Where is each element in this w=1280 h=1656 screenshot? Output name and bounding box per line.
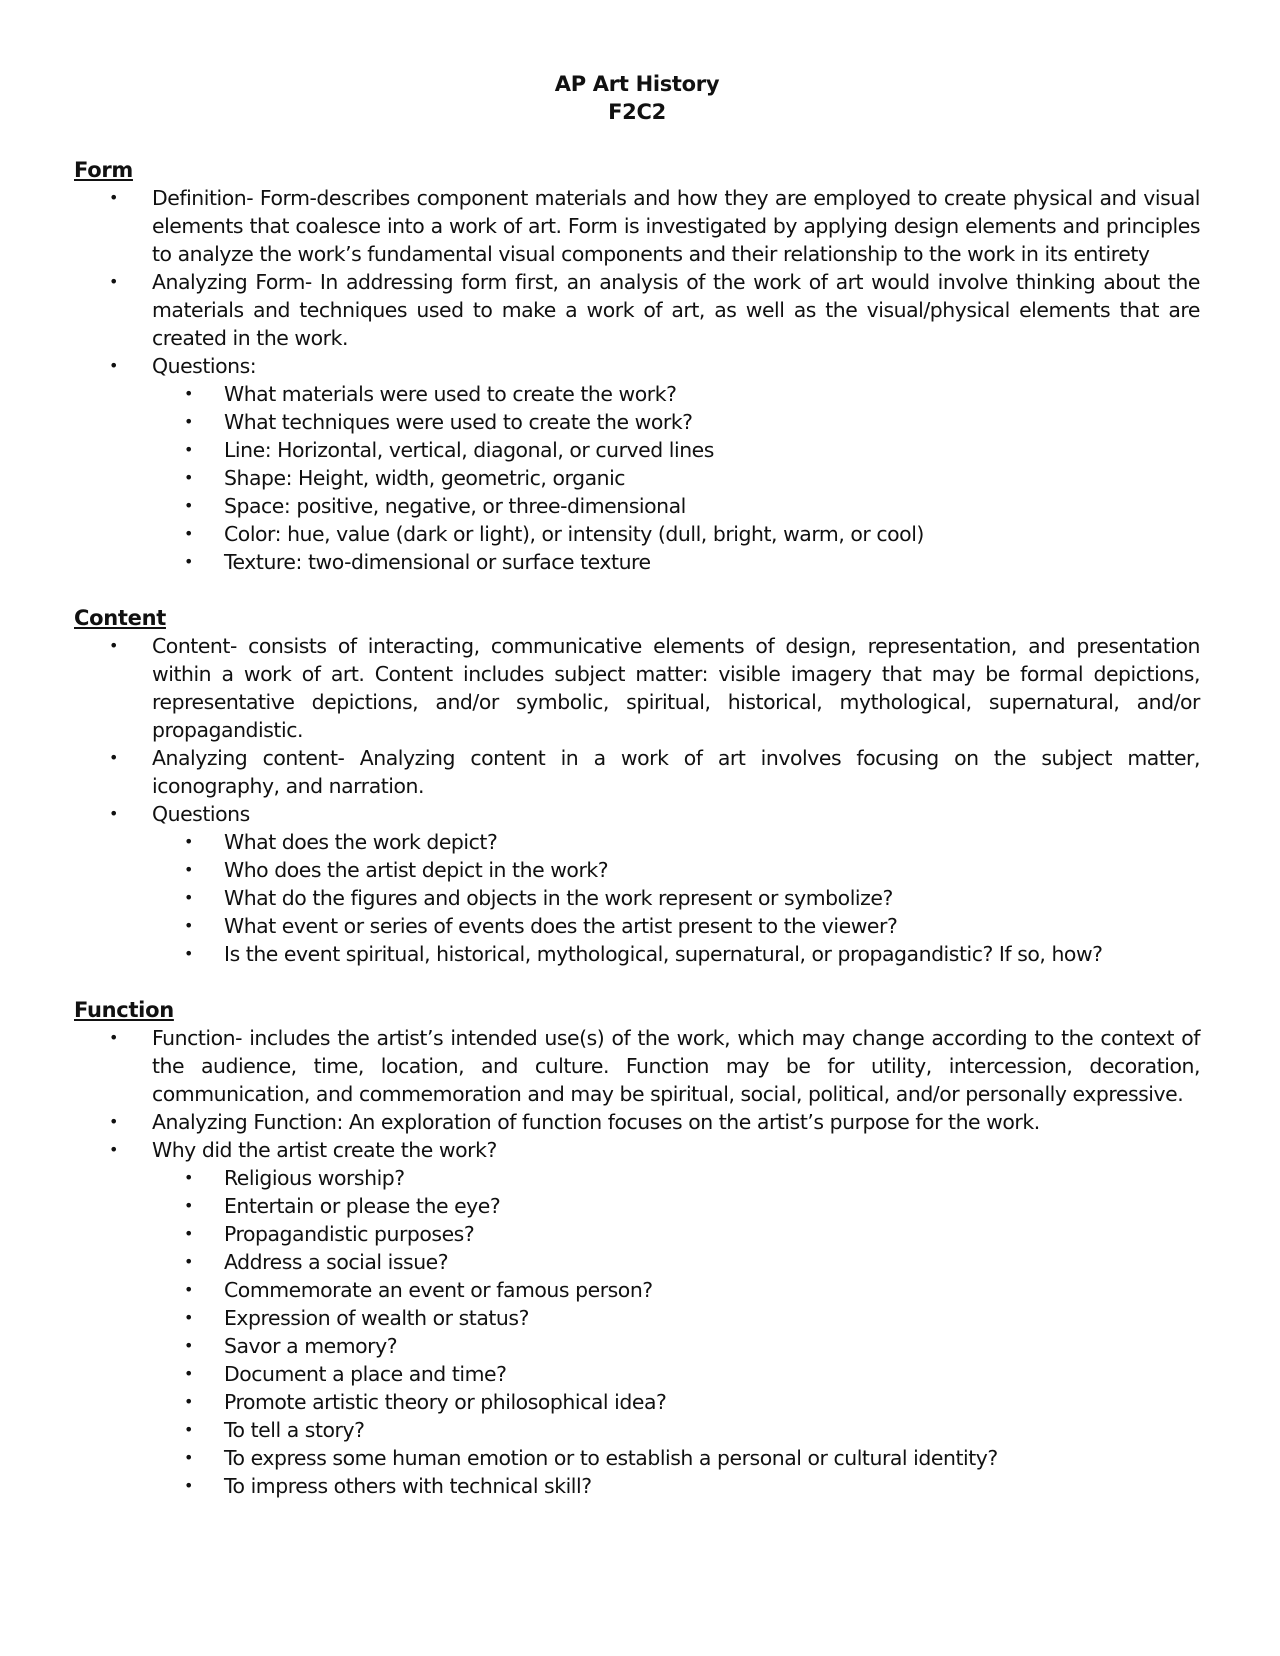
sub-list-item	[74, 1248, 1200, 1276]
section-function	[74, 996, 1200, 1500]
bullet-icon: •	[109, 188, 118, 207]
sub-list-item-text: To impress others with technical skill?	[224, 1474, 592, 1498]
bullet-icon: •	[184, 1336, 193, 1355]
sub-list-item	[74, 1332, 1200, 1360]
list-item	[74, 1108, 1200, 1136]
bullet-icon: •	[184, 384, 193, 403]
sub-list-item-text: Document a place and time?	[224, 1362, 507, 1386]
list-item	[74, 632, 1200, 744]
sub-list-item-text: To express some human emotion or to establish a personal or cultural identity?	[224, 1446, 998, 1470]
bullet-icon: •	[184, 468, 193, 487]
sub-list-item-text: Savor a memory?	[224, 1334, 398, 1358]
sub-list-item-text: Religious worship?	[224, 1166, 405, 1190]
sub-list-item-text: What materials were used to create the work?	[224, 382, 677, 406]
content-bullet-list	[74, 632, 1200, 828]
list-item	[74, 1136, 1200, 1164]
sub-list-item-text: Commemorate an event or famous person?	[224, 1278, 653, 1302]
function-question-list	[74, 1164, 1200, 1500]
bullet-icon: •	[184, 1476, 193, 1495]
bullet-icon: •	[109, 804, 118, 823]
bullet-icon: •	[184, 1252, 193, 1271]
sub-list-item	[74, 408, 1200, 436]
sub-list-item	[74, 828, 1200, 856]
sub-list-item	[74, 1164, 1200, 1192]
sub-list-item	[74, 1416, 1200, 1444]
sub-list-item-text: What does the work depict?	[224, 830, 498, 854]
bullet-icon: •	[184, 1392, 193, 1411]
sub-list-item	[74, 1192, 1200, 1220]
sub-list-item	[74, 940, 1200, 968]
list-item	[74, 1024, 1200, 1108]
sub-list-item	[74, 436, 1200, 464]
list-item-text: Analyzing Form- In addressing form first, an analysis of the work of art would involve thinking about the materials and techniques used to make a work of art, as well as the visual/physical elements that are created in the work.	[152, 270, 1200, 350]
sub-list-item	[74, 884, 1200, 912]
sub-list-item-text: Shape: Height, width, geometric, organic	[224, 466, 626, 490]
document-subtitle: F2C2	[608, 100, 666, 124]
sub-list-item-text: Expression of wealth or status?	[224, 1306, 529, 1330]
sub-list-item	[74, 912, 1200, 940]
bullet-icon: •	[184, 1280, 193, 1299]
document-title: AP Art History	[554, 72, 720, 96]
sub-list-item-text: What event or series of events does the artist present to the viewer?	[224, 914, 898, 938]
bullet-icon: •	[109, 1028, 118, 1047]
bullet-icon: •	[109, 272, 118, 291]
bullet-icon: •	[184, 440, 193, 459]
list-item-text: Content- consists of interacting, communicative elements of design, representation, and presentation within a work of art. Content includes subject matter: visible imagery that may be formal depictions, representative depictions, and/or symbolic, spiritual, historical, mythological, supernatural, and/or propagandistic.	[152, 634, 1200, 742]
sub-list-item-text: Who does the artist depict in the work?	[224, 858, 609, 882]
bullet-icon: •	[184, 1168, 193, 1187]
list-item-text: Analyzing content- Analyzing content in a work of art involves focusing on the subject matter, iconography, and narration.	[152, 746, 1200, 798]
sub-list-item-text: Is the event spiritual, historical, mythological, supernatural, or propagandistic? If so, how?	[224, 942, 1103, 966]
list-item	[74, 184, 1200, 268]
sub-list-item	[74, 1388, 1200, 1416]
list-item	[74, 352, 1200, 380]
bullet-icon: •	[109, 1112, 118, 1131]
sub-list-item-text: Address a social issue?	[224, 1250, 449, 1274]
bullet-icon: •	[184, 1364, 193, 1383]
sub-list-item-text: Entertain or please the eye?	[224, 1194, 501, 1218]
bullet-icon: •	[184, 1308, 193, 1327]
list-item	[74, 744, 1200, 800]
bullet-icon: •	[109, 356, 118, 375]
content-question-list	[74, 828, 1200, 968]
sub-list-item	[74, 520, 1200, 548]
sub-list-item	[74, 1220, 1200, 1248]
section-heading-form: Form	[74, 158, 133, 182]
document-page	[74, 70, 1200, 1500]
section-content	[74, 604, 1200, 968]
sub-list-item-text: To tell a story?	[224, 1418, 365, 1442]
sub-list-item-text: What do the figures and objects in the work represent or symbolize?	[224, 886, 893, 910]
bullet-icon: •	[109, 748, 118, 767]
sub-list-item-text: Space: positive, negative, or three-dimensional	[224, 494, 686, 518]
bullet-icon: •	[184, 860, 193, 879]
sub-list-item-text: Line: Horizontal, vertical, diagonal, or curved lines	[224, 438, 714, 462]
list-item	[74, 268, 1200, 352]
bullet-icon: •	[184, 1196, 193, 1215]
bullet-icon: •	[184, 916, 193, 935]
bullet-icon: •	[184, 412, 193, 431]
sub-list-item	[74, 856, 1200, 884]
bullet-icon: •	[184, 1420, 193, 1439]
bullet-icon: •	[184, 496, 193, 515]
sub-list-item-text: What techniques were used to create the work?	[224, 410, 693, 434]
list-item-text: Questions	[152, 802, 250, 826]
sub-list-item	[74, 1444, 1200, 1472]
bullet-icon: •	[184, 832, 193, 851]
bullet-icon: •	[184, 552, 193, 571]
list-item-text: Function- includes the artist’s intended use(s) of the work, which may change according to the context of the audience, time, location, and culture. Function may be for utility, intercession, decoration, communication, and commemoration and may be spiritual, social, political, and/or personally expressive.	[152, 1026, 1200, 1106]
section-heading-function: Function	[74, 998, 174, 1022]
bullet-icon: •	[109, 1140, 118, 1159]
bullet-icon: •	[184, 1448, 193, 1467]
function-bullet-list	[74, 1024, 1200, 1164]
bullet-icon: •	[184, 1224, 193, 1243]
list-item	[74, 800, 1200, 828]
sub-list-item	[74, 1276, 1200, 1304]
list-item-text: Why did the artist create the work?	[152, 1138, 497, 1162]
bullet-icon: •	[184, 888, 193, 907]
section-form	[74, 156, 1200, 576]
bullet-icon: •	[184, 524, 193, 543]
list-item-text: Questions:	[152, 354, 257, 378]
sub-list-item	[74, 1304, 1200, 1332]
form-bullet-list	[74, 184, 1200, 380]
sub-list-item-text: Propagandistic purposes?	[224, 1222, 475, 1246]
section-heading-content: Content	[74, 606, 166, 630]
sub-list-item-text: Promote artistic theory or philosophical idea?	[224, 1390, 667, 1414]
sub-list-item	[74, 492, 1200, 520]
sub-list-item	[74, 380, 1200, 408]
sub-list-item	[74, 1360, 1200, 1388]
sub-list-item-text: Texture: two-dimensional or surface texture	[224, 550, 651, 574]
bullet-icon: •	[109, 636, 118, 655]
list-item-text: Analyzing Function: An exploration of function focuses on the artist’s purpose for the work.	[152, 1110, 1040, 1134]
sub-list-item-text: Color: hue, value (dark or light), or intensity (dull, bright, warm, or cool)	[224, 522, 924, 546]
form-question-list	[74, 380, 1200, 576]
sub-list-item	[74, 548, 1200, 576]
sub-list-item	[74, 1472, 1200, 1500]
list-item-text: Definition- Form-describes component materials and how they are employed to create physical and visual elements that coalesce into a work of art. Form is investigated by applying design elements and principles to analyze the work’s fundamental visual components and their relationship to the work in its entirety	[152, 186, 1200, 266]
sub-list-item	[74, 464, 1200, 492]
bullet-icon: •	[184, 944, 193, 963]
